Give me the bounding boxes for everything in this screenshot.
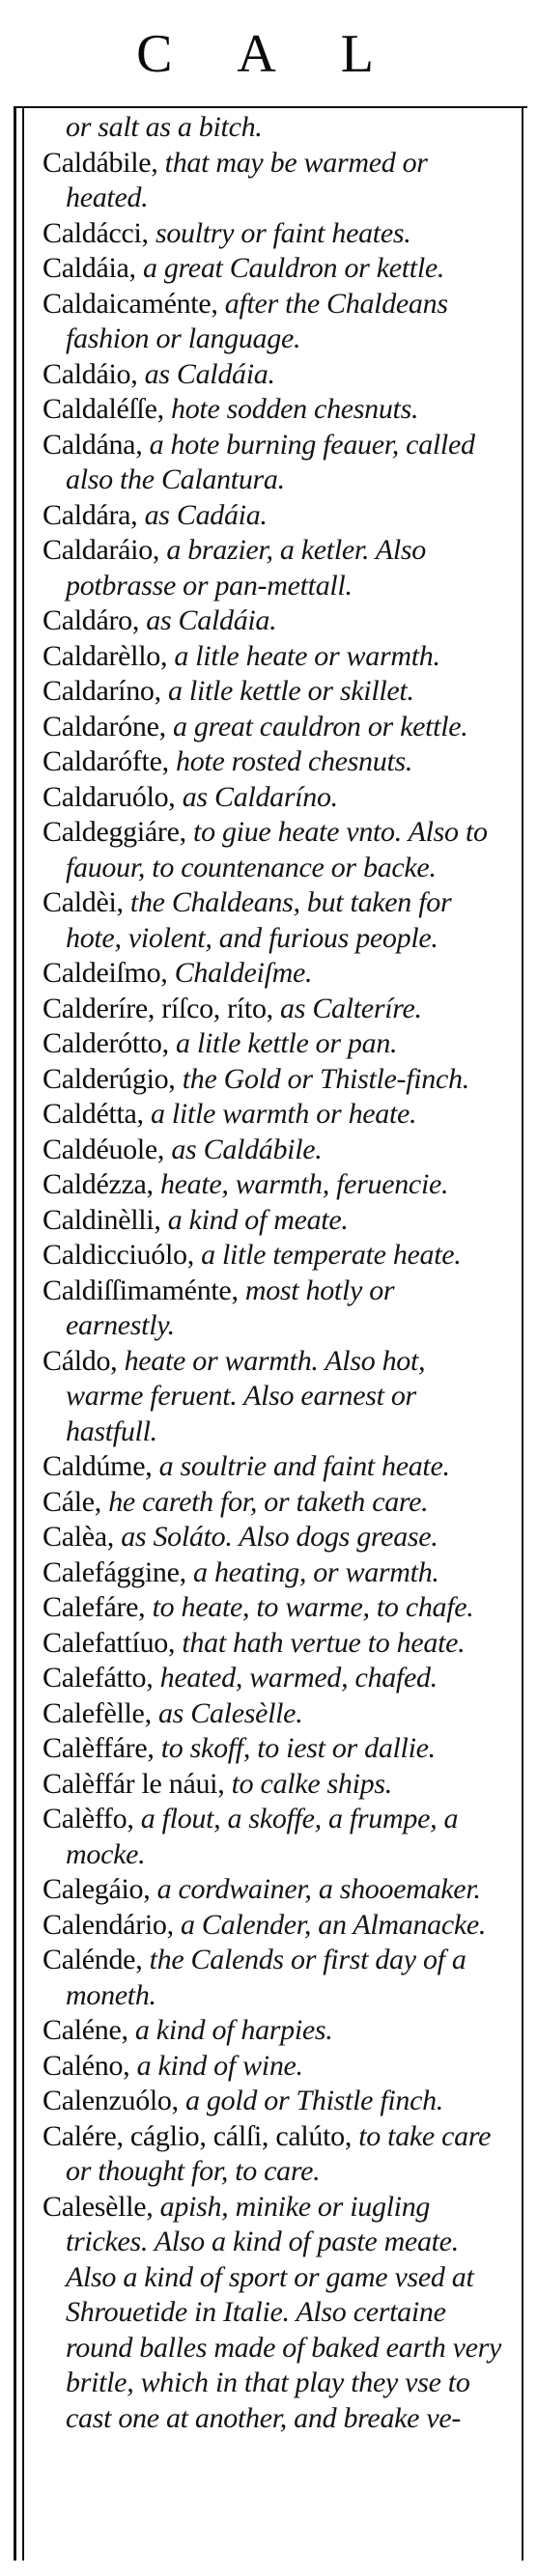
- definition: to heate, to warme, to chafe.: [152, 1591, 474, 1623]
- dictionary-entry: [42, 392, 508, 428]
- dictionary-entry: [42, 1344, 508, 1450]
- headword: Calèffo,: [42, 1803, 134, 1834]
- definition: heate, warmth, feruencie.: [159, 1168, 449, 1200]
- dictionary-entry: [42, 428, 508, 498]
- definition: apish, minike or iugling trickes. Also a kind of paste meate. Also a kind of sport or game vsed at Shrouetide in Italie. Also certaine round balles made of baked earth very britle, which in that play they vse to cast one at another, and breake ve-: [66, 2190, 502, 2434]
- headword: Caldéuole,: [42, 1133, 165, 1165]
- dictionary-entry: [42, 1767, 508, 1803]
- definition: a litle warmth or heate.: [150, 1098, 417, 1130]
- definition: Chaldeiſme.: [174, 957, 313, 989]
- dictionary-entry: [42, 2013, 508, 2049]
- dictionary-entry: [42, 498, 508, 534]
- definition: a great cauldron or kettle.: [173, 710, 468, 742]
- headword: Calegáio,: [42, 1873, 151, 1905]
- definition: a brazier, a ketler. Also potbrasse or pan-mettall.: [66, 534, 426, 602]
- definition: after the Chaldeans fashion or language.: [66, 287, 448, 354]
- dictionary-entry: [42, 1908, 508, 1944]
- definition: soultry or faint heates.: [155, 216, 411, 249]
- headword: Caldaríno,: [42, 675, 161, 707]
- definition: a kind of harpies.: [134, 2014, 333, 2046]
- dictionary-entry: [42, 1238, 508, 1274]
- headword: Calderúgio,: [42, 1062, 176, 1095]
- dictionary-entry: [42, 533, 508, 603]
- dictionary-entry: [42, 1274, 508, 1344]
- definition: hote sodden chesnuts.: [171, 393, 419, 425]
- headword: Calendário,: [42, 1908, 174, 1941]
- definition: he careth for, or taketh care.: [108, 1485, 429, 1518]
- headword: Calderótto,: [42, 1027, 169, 1059]
- headword: Calesèlle,: [42, 2190, 154, 2223]
- dictionary-entry: [42, 216, 508, 252]
- headword: Caldaráio,: [42, 534, 160, 566]
- definition: a great Cauldron or kettle.: [142, 252, 445, 284]
- definition: as Caldáia.: [144, 357, 275, 390]
- headword: Caldaruólo,: [42, 780, 176, 813]
- definition: a flout, a skoffe, a frumpe, a mocke.: [66, 1803, 459, 1870]
- dictionary-entry: [42, 956, 508, 992]
- headword: Caldábile,: [42, 146, 158, 179]
- headword: Calèa,: [42, 1521, 114, 1553]
- dictionary-entry: [42, 674, 508, 710]
- definition: as Cadáia.: [144, 498, 268, 531]
- dictionary-entry: [42, 110, 508, 146]
- dictionary-entry: [42, 603, 508, 639]
- definition: as Soláto. Also dogs grease.: [121, 1521, 438, 1553]
- headword: Caldaróne,: [42, 710, 166, 742]
- dictionary-entry: [42, 780, 508, 816]
- definition: to skoff, to iest or dallie.: [160, 1732, 436, 1764]
- dictionary-entry: [42, 287, 508, 357]
- headword: Caldána,: [42, 428, 143, 461]
- dictionary-entry: [42, 1872, 508, 1908]
- dictionary-entries: [42, 110, 508, 2436]
- dictionary-entry: [42, 1661, 508, 1696]
- dictionary-entry: [42, 992, 508, 1027]
- headword: Caldeiſmo,: [42, 957, 168, 989]
- dictionary-entry: [42, 1520, 508, 1555]
- definition: a hote burning feauer, called also the Calantura.: [66, 428, 475, 495]
- definition: or salt as a bitch.: [66, 111, 263, 143]
- headword: Calderíre, ríſco, ríto,: [42, 992, 273, 1024]
- dictionary-entry: [42, 2084, 508, 2119]
- headword: Cále,: [42, 1485, 101, 1518]
- left-rule-outer: [14, 106, 16, 2561]
- headword: Cáldo,: [42, 1344, 118, 1377]
- definition: as Caldáia.: [146, 604, 277, 636]
- dictionary-entry: [42, 1485, 508, 1521]
- page-frame: [14, 106, 527, 2561]
- headword: Caldáia,: [42, 252, 136, 284]
- headword: Caldáro,: [42, 604, 140, 636]
- dictionary-entry: [42, 1802, 508, 1872]
- dictionary-entry: [42, 2119, 508, 2190]
- headword: Calèffáre,: [42, 1732, 155, 1764]
- headword: Caldèi,: [42, 886, 124, 918]
- dictionary-entry: [42, 1696, 508, 1732]
- dictionary-entry: [42, 744, 508, 780]
- headword: Caléne,: [42, 2014, 128, 2046]
- headword: Calénde,: [42, 1944, 143, 1975]
- definition: a gold or Thistle finch.: [185, 2085, 444, 2116]
- headword: Caldára,: [42, 498, 138, 531]
- headword: Caldarèllo,: [42, 639, 168, 672]
- headword: Caldiſſimaménte,: [42, 1274, 239, 1306]
- definition: a litle kettle or skillet.: [168, 675, 414, 707]
- dictionary-entry: [42, 1062, 508, 1098]
- definition: as Calesèlle.: [157, 1696, 303, 1729]
- definition: as Caldaríno.: [182, 780, 338, 813]
- headword: Calenzuólo,: [42, 2085, 179, 2116]
- definition: heated, warmed, chafed.: [159, 1662, 438, 1694]
- dictionary-entry: [42, 639, 508, 675]
- headword: Caldeggiáre,: [42, 816, 186, 848]
- definition: hote rosted chesnuts.: [176, 745, 413, 777]
- definition: heate or warmth. Also hot, warme feruent. Also earnest or hastfull.: [66, 1344, 426, 1447]
- headword: Caldinèlli,: [42, 1203, 161, 1236]
- definition: a kind of meate.: [167, 1203, 349, 1236]
- dictionary-entry: [42, 2049, 508, 2085]
- headword: Caldácci,: [42, 216, 149, 249]
- headword: Calefèlle,: [42, 1696, 152, 1729]
- dictionary-entry: [42, 1133, 508, 1168]
- dictionary-entry: [42, 1097, 508, 1133]
- definition: that hath vertue to heate.: [182, 1626, 466, 1659]
- dictionary-entry: [42, 1167, 508, 1203]
- headword: Caldaléſſe,: [42, 393, 164, 425]
- definition: the Gold or Thistle-finch.: [182, 1062, 469, 1095]
- definition: to take care or thought for, to care.: [66, 2119, 492, 2187]
- headword: Caldáio,: [42, 357, 138, 390]
- top-rule: [14, 106, 527, 108]
- definition: a litle kettle or pan.: [176, 1027, 398, 1059]
- dictionary-entry: [42, 1026, 508, 1062]
- headword: Calére, cáglio, cálſi, calúto,: [42, 2119, 353, 2152]
- dictionary-entry: [42, 1731, 508, 1767]
- definition: that may be warmed or heated.: [66, 146, 428, 213]
- definition: the Chaldeans, but taken for hote, violent, and furious people.: [66, 886, 452, 954]
- running-head: C A L: [136, 24, 401, 84]
- definition: a heating, or warmth.: [193, 1555, 439, 1588]
- dictionary-entry: [42, 2190, 508, 2437]
- definition: a soultrie and faint heate.: [158, 1450, 450, 1482]
- dictionary-entry: [42, 146, 508, 216]
- definition: to giue heate vnto. Also to fauour, to countenance or backe.: [66, 816, 488, 883]
- headword: Calefáre,: [42, 1591, 146, 1623]
- headword: Calefátto,: [42, 1662, 154, 1694]
- definition: as Caldábile.: [171, 1133, 323, 1165]
- dictionary-entry: [42, 815, 508, 885]
- headword: Caldarófte,: [42, 745, 169, 777]
- dictionary-entry: [42, 885, 508, 956]
- definition: most hotly or earnestly.: [66, 1274, 395, 1341]
- headword: Caldézza,: [42, 1168, 154, 1200]
- definition: the Calends or first day of a moneth.: [66, 1944, 466, 2011]
- definition: as Calteríre.: [280, 992, 422, 1024]
- headword: Caldétta,: [42, 1098, 144, 1130]
- headword: Caldaicaménte,: [42, 287, 218, 320]
- dictionary-entry: [42, 357, 508, 393]
- left-rule-inner: [22, 106, 24, 2561]
- headword: Calèffár le náui,: [42, 1767, 225, 1800]
- definition: a litle temperate heate.: [201, 1239, 462, 1271]
- dictionary-entry: [42, 1555, 508, 1591]
- dictionary-entry: [42, 1626, 508, 1662]
- headword: Caldicciuólo,: [42, 1239, 194, 1271]
- headword: Caléno,: [42, 2049, 130, 2082]
- definition: a litle heate or warmth.: [174, 639, 440, 672]
- dictionary-entry: [42, 1590, 508, 1626]
- headword: Calefággine,: [42, 1555, 186, 1588]
- dictionary-entry: [42, 710, 508, 745]
- definition: a kind of wine.: [136, 2049, 303, 2082]
- dictionary-entry: [42, 1943, 508, 2013]
- headword: Caldúme,: [42, 1450, 153, 1482]
- headword: Calefattíuo,: [42, 1626, 176, 1659]
- right-rule: [522, 106, 523, 2561]
- dictionary-entry: [42, 1203, 508, 1239]
- dictionary-entry: [42, 1449, 508, 1485]
- dictionary-entry: [42, 251, 508, 287]
- definition: a cordwainer, a shooemaker.: [156, 1873, 481, 1905]
- definition: to calke ships.: [231, 1767, 392, 1800]
- definition: a Calender, an Almanacke.: [181, 1908, 487, 1941]
